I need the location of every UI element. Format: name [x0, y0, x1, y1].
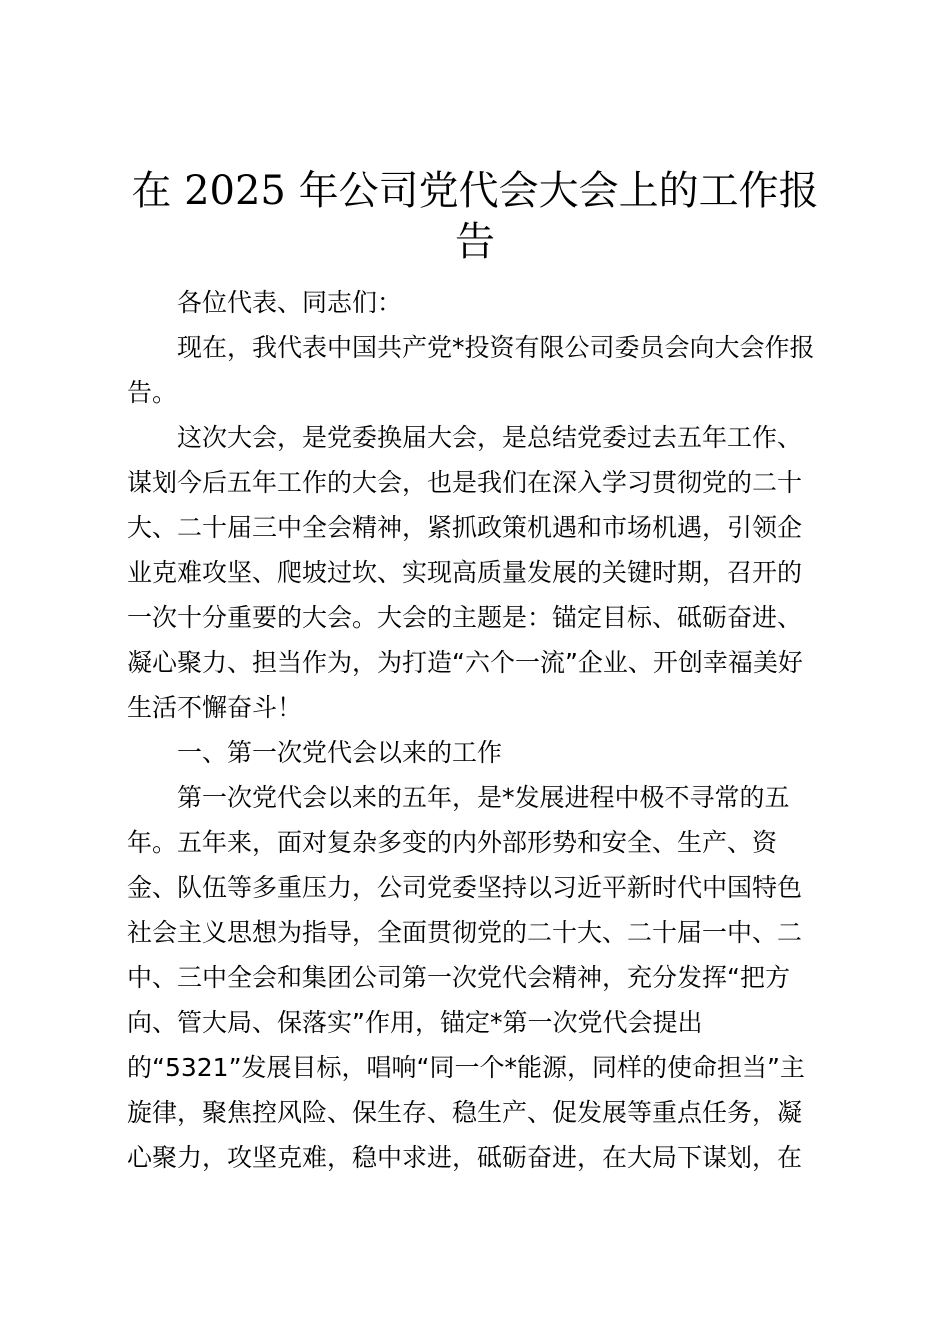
- text-line: 旋律，聚焦控风险、保生存、稳生产、促发展等重点任务，凝: [127, 1098, 803, 1127]
- text-line: 业克难攻坚、爬坡过坎、实现高质量发展的关键时期，召开的: [127, 558, 803, 587]
- text-line: 向、管大局、保落实”作用，锚定*第一次党代会提出: [127, 1008, 703, 1037]
- document-title: [110, 166, 840, 268]
- text-line: 大、二十届三中全会精神，紧抓政策机遇和市场机遇，引领企: [127, 513, 803, 542]
- document-body: [127, 280, 823, 1180]
- work-review-paragraph: [127, 775, 823, 1180]
- text-line: 的“5321”发展目标，唱响“同一个*能源，同样的使命担当”主: [127, 1053, 805, 1082]
- text-line: 这次大会，是党委换届大会，是总结党委过去五年工作、: [177, 423, 803, 452]
- text-line: 谋划今后五年工作的大会，也是我们在深入学习贯彻党的二十: [127, 468, 803, 497]
- text-line: 一次十分重要的大会。大会的主题是：锚定目标、砥砺奋进、: [127, 603, 803, 632]
- text-line: 社会主义思想为指导，全面贯彻党的二十大、二十届一中、二: [127, 918, 803, 947]
- text-line: 心聚力，攻坚克难，稳中求进，砥砺奋进，在大局下谋划，在: [127, 1143, 803, 1172]
- section-heading-text: 一、第一次党代会以来的工作: [177, 738, 503, 767]
- salutation-paragraph: [127, 280, 823, 325]
- text-line: 生活不懈奋斗！: [127, 693, 303, 722]
- text-line: 第一次党代会以来的五年，是*发展进程中极不寻常的五: [177, 783, 790, 812]
- title-line-1: 在 2025 年公司党代会大会上的工作报: [131, 168, 819, 214]
- text-line: 年。五年来，面对复杂多变的内外部形势和安全、生产、资: [127, 828, 778, 857]
- text-line: 各位代表、同志们：: [177, 288, 403, 317]
- section-heading: [127, 730, 823, 775]
- text-line: 告。: [127, 378, 178, 407]
- text-line: 中、三中全会和集团公司第一次党代会精神，充分发挥“把方: [127, 963, 790, 992]
- purpose-paragraph: [127, 415, 823, 730]
- text-line: 凝心聚力、担当作为，为打造“六个一流”企业、开创幸福美好: [127, 648, 803, 677]
- intro-paragraph: [127, 325, 823, 415]
- text-line: 金、队伍等多重压力，公司党委坚持以习近平新时代中国特色: [127, 873, 803, 902]
- text-line: 现在，我代表中国共产党*投资有限公司委员会向大会作报: [177, 333, 815, 362]
- title-line-2: 告: [455, 219, 495, 265]
